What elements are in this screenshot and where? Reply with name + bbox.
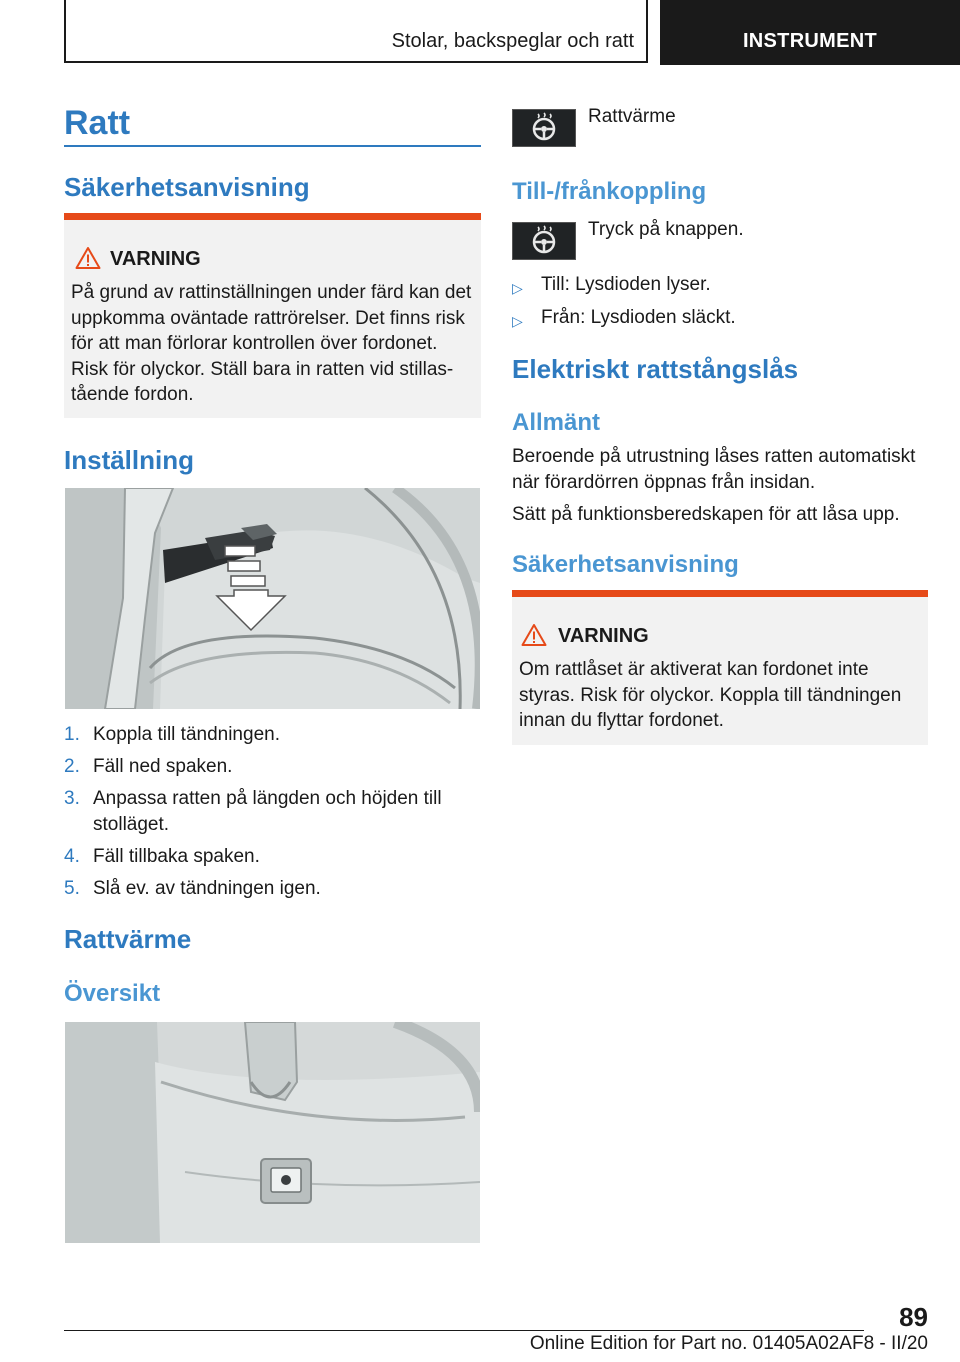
general-paragraph-1: Beroende på utrustning låses ratten automatiskt när förardörren öppnas från insidan. [512,446,916,493]
steering-lever-image [65,488,480,709]
triangle-bullet-icon: ▷ [512,313,523,329]
lock-safety-heading: Säkerhetsanvisning [512,551,739,578]
list-item: ▷ Till: Lysdioden lyser. [512,272,927,298]
warning-label: VARNING [110,248,201,270]
setting-steps-list [64,722,481,908]
heating-overview-illustration [65,1022,480,1243]
list-item: ▷ Från: Lysdioden släckt. [512,305,927,331]
steering-wheel-heat-button-icon [512,222,576,260]
header-chapter-tab[interactable] [660,0,960,65]
lock-heading: Elektriskt rattstångslås [512,354,799,384]
warning-text: Om rattlåset är aktiverat kan fordonet inte styras. Risk för olyckor. Koppla till tändningen innan du flyttar fordonet. [519,659,902,731]
chapter-tab-label: INSTRUMENT [742,30,878,52]
list-item: 4. Fäll tillbaka spaken. [64,846,260,867]
steering-wheel-heat-button-icon [512,109,576,147]
setting-heading: Inställning [64,445,194,475]
overview-heading: Översikt [64,980,161,1007]
warning-box-lock [512,590,928,745]
list-item: 1. Koppla till tändningen. [64,724,280,745]
toggle-heading: Till-/frånkoppling [512,178,707,205]
list-item: 3. Anpassa ratten på längden och höjden till stolläget. [64,788,442,835]
steering-wheel-heat-icon [513,223,575,259]
press-caption: Tryck på knappen. [588,219,744,240]
heating-heading: Rattvärme [64,924,192,954]
page-number: 89 [899,1302,928,1332]
general-heading: Allmänt [512,409,601,436]
warning-triangle-icon [75,246,101,270]
warning-text: På grund av rattinställningen under färd kan det uppkomma oväntade rattrörelser. Det finns risk för att man förlorar kontrollen över fordonet. Risk för olyckor. Ställ bara in ratten vid stillas-tående fordon. [71,282,472,405]
list-item: 5. Slå ev. av tändningen igen. [64,878,321,899]
list-item: 2. Fäll ned spaken. [64,756,233,777]
footer-rule [64,1330,864,1331]
title-rule [64,145,481,147]
triangle-bullet-icon: ▷ [512,280,523,296]
steering-wheel-heat-icon [513,110,575,146]
footer-edition: Online Edition for Part no. 01405A02AF8 - II/20 [529,1333,928,1354]
general-paragraph-2: Sätt på funktionsberedskapen för att låsa upp. [512,504,900,525]
warning-label: VARNING [558,625,649,647]
header-section-title: Stolar, backspeglar och ratt [391,30,634,52]
status-bullet-list [512,272,927,331]
heating-button-location-image [65,1022,480,1243]
steering-adjust-illustration [65,488,480,709]
warning-triangle-icon [521,623,547,647]
button-caption: Rattvärme [588,106,676,127]
page-title: Ratt [64,104,131,142]
warning-box-steering [64,213,481,418]
safety-heading: Säkerhetsanvisning [64,172,310,202]
